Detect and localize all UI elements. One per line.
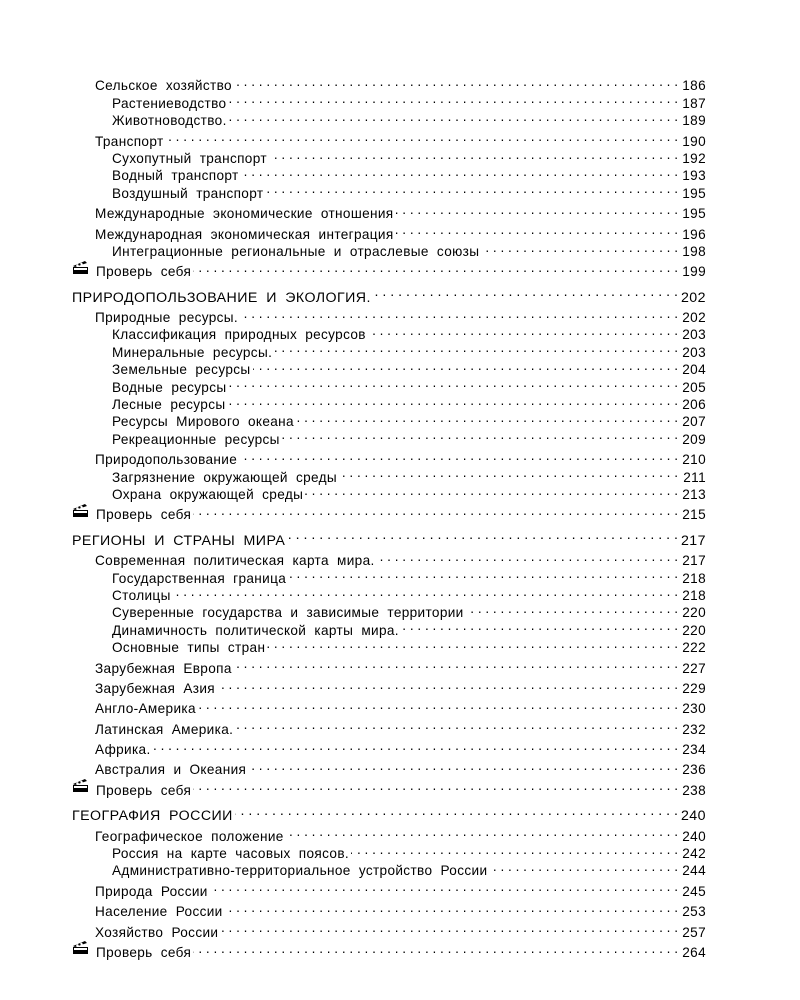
toc-page-number: 209 — [682, 431, 706, 447]
toc-entry-title: Интеграционные региональные и отраслевые союзы — [112, 243, 480, 259]
toc-entry-title: Животноводство. — [112, 113, 227, 129]
toc-entry-title: Современная политическая карта мира. — [95, 553, 375, 569]
dot-leader — [377, 548, 678, 565]
dot-leader — [193, 940, 678, 957]
toc-entry-title: Воздушный транспорт — [112, 185, 264, 201]
toc-page-number: 203 — [682, 344, 706, 360]
toc-entry-title: Африка. — [95, 742, 151, 758]
toc-page-number: 238 — [682, 782, 706, 798]
toc-page-number: 196 — [682, 226, 706, 242]
toc-page-number: 264 — [682, 944, 706, 960]
dot-leader — [305, 482, 678, 499]
toc-entry — [72, 899, 706, 920]
toc-page-number: 257 — [682, 924, 706, 940]
dot-leader — [253, 357, 679, 374]
toc-page-number: 232 — [682, 721, 706, 737]
dot-leader — [229, 108, 678, 125]
toc-entry-title: Природопользование — [95, 452, 238, 468]
toc-section-heading — [72, 527, 706, 549]
toc-entry-title: Административно-территориальное устройство России — [112, 863, 488, 879]
dot-leader — [153, 737, 678, 754]
toc-page-number: 195 — [682, 206, 706, 222]
dot-leader — [193, 777, 678, 794]
toc-page-number: 245 — [682, 883, 706, 899]
dot-leader — [241, 163, 678, 180]
toc-page-number: 190 — [682, 133, 706, 149]
dot-leader — [265, 180, 678, 197]
toc-entry-title: Австралия и Океания — [95, 762, 247, 778]
dot-leader — [396, 221, 678, 238]
dot-leader — [489, 858, 678, 875]
dot-leader — [173, 583, 678, 600]
toc-entry-title: ГЕОГРАФИЯ РОССИИ — [72, 808, 233, 825]
dot-leader — [466, 600, 678, 617]
toc-page-number: 229 — [682, 680, 706, 696]
toc-entry — [72, 73, 706, 94]
toc-entry-title: РЕГИОНЫ И СТРАНЫ МИРА — [72, 532, 286, 549]
dot-leader — [234, 73, 678, 90]
dot-leader — [282, 426, 678, 443]
dot-leader — [228, 374, 678, 391]
dot-leader — [401, 617, 678, 634]
dot-leader — [240, 305, 678, 322]
toc-entry-title: Международные экономические отношения — [95, 206, 394, 222]
table-of-contents — [72, 73, 706, 960]
toc-entry-title: Водные ресурсы — [112, 379, 227, 395]
toc-entry-title: Ресурсы Мирового океана — [112, 414, 294, 430]
pencil-notepad-icon — [72, 941, 90, 955]
toc-check-yourself — [72, 940, 706, 960]
toc-entry-title: Латинская Америка. — [95, 721, 234, 737]
toc-entry — [72, 878, 706, 899]
toc-check-yourself — [72, 502, 706, 523]
toc-entry-title: Население России — [95, 904, 223, 920]
toc-entry-title: Лесные ресурсы — [112, 397, 226, 413]
toc-page-number: 222 — [682, 640, 706, 656]
dot-leader — [193, 259, 678, 276]
toc-entry — [72, 737, 706, 758]
dot-leader — [396, 201, 679, 218]
toc-entry-title: Суверенные государства и зависимые территории — [112, 605, 464, 621]
toc-page-number: 210 — [682, 452, 706, 468]
toc-entry-title: Природа России — [95, 883, 208, 899]
toc-page-number: 230 — [682, 701, 706, 717]
toc-entry-title: Международная экономическая интеграция — [95, 226, 394, 242]
toc-entry — [72, 655, 706, 676]
toc-entry-title: Динамичность политической карты мира. — [112, 622, 399, 638]
dot-leader — [198, 696, 678, 713]
toc-entry-title: Зарубежная Европа — [95, 660, 232, 676]
toc-entry-title: Сельское хозяйство — [95, 78, 232, 94]
toc-entry — [72, 823, 706, 844]
dot-leader — [296, 409, 678, 426]
toc-entry-title: Зарубежная Азия — [95, 680, 215, 696]
toc-page-number: 186 — [682, 78, 706, 94]
toc-page-number: 220 — [682, 622, 706, 638]
dot-leader — [286, 823, 678, 840]
dot-leader — [287, 527, 678, 544]
dot-leader — [339, 464, 678, 481]
toc-entry-title: Столицы — [112, 587, 171, 603]
dot-leader — [274, 339, 678, 356]
toc-entry — [72, 716, 706, 737]
toc-page-number: 199 — [682, 264, 706, 280]
toc-page-number: 240 — [680, 808, 706, 825]
toc-page-number: 218 — [682, 587, 706, 603]
dot-leader — [373, 284, 678, 301]
toc-entry-title: Охрана окружающей среды — [112, 486, 304, 502]
toc-entry-title: ПРИРОДОПОЛЬЗОВАНИЕ И ЭКОЛОГИЯ. — [72, 289, 371, 306]
toc-page-number: 195 — [682, 185, 706, 201]
toc-entry-title: Хозяйство России — [95, 924, 219, 940]
dot-leader — [166, 128, 678, 145]
toc-entry-title: Сухопутный транспорт — [112, 150, 267, 166]
toc-entry — [72, 221, 706, 242]
toc-entry — [72, 696, 706, 717]
toc-check-yourself — [72, 777, 706, 798]
toc-page-number: 205 — [682, 379, 706, 395]
toc-section-heading — [72, 284, 706, 306]
toc-entry — [72, 757, 706, 778]
dot-leader — [239, 447, 678, 464]
toc-entry-title: Основные типы стран — [112, 640, 266, 656]
toc-page-number: 220 — [682, 605, 706, 621]
dot-leader — [217, 676, 678, 693]
toc-page-number: 244 — [682, 863, 706, 879]
toc-page-number: 242 — [682, 846, 706, 862]
toc-entry-title: Географическое положение — [95, 828, 284, 844]
pencil-notepad-icon — [72, 504, 90, 518]
toc-page-number: 192 — [682, 150, 706, 166]
toc-entry-title: Государственная граница — [112, 570, 287, 586]
toc-page-number: 217 — [680, 532, 706, 549]
toc-page-number: 253 — [682, 904, 706, 920]
dot-leader — [269, 146, 678, 163]
toc-page-number: 202 — [682, 310, 706, 326]
toc-check-yourself — [72, 259, 706, 280]
toc-page-number: 204 — [682, 362, 706, 378]
toc-page-number: 218 — [682, 570, 706, 586]
toc-page-number: 203 — [682, 327, 706, 343]
dot-leader — [210, 878, 678, 895]
toc-page-number: 198 — [682, 243, 706, 259]
toc-page-number: 234 — [682, 742, 706, 758]
toc-page-number: 189 — [682, 113, 706, 129]
toc-entry-title: Проверь себя — [96, 782, 192, 798]
dot-leader — [267, 635, 678, 652]
toc-entry-title: Англо-Америка — [95, 701, 196, 717]
toc-page-number: 202 — [680, 289, 706, 306]
toc-entry — [72, 548, 706, 569]
toc-entry-title: Проверь себя — [96, 944, 192, 960]
pencil-notepad-icon — [72, 779, 90, 793]
dot-leader — [235, 716, 678, 733]
pencil-notepad-icon — [72, 261, 90, 275]
toc-entry-title: Минеральные ресурсы. — [112, 344, 273, 360]
dot-leader — [228, 90, 678, 107]
toc-page-number: 236 — [682, 762, 706, 778]
toc-page-number: 240 — [682, 828, 706, 844]
toc-page-number: 207 — [682, 414, 706, 430]
toc-entry — [72, 305, 706, 326]
toc-entry-title: Водный транспорт — [112, 168, 239, 184]
toc-section-heading — [72, 803, 706, 825]
toc-entry-title: Проверь себя — [96, 264, 192, 280]
dot-leader — [481, 239, 678, 256]
toc-entry-title: Природные ресурсы. — [95, 310, 239, 326]
toc-entry-title: Проверь себя — [96, 507, 192, 523]
dot-leader — [234, 655, 678, 672]
dot-leader — [225, 899, 678, 916]
dot-leader — [248, 757, 678, 774]
toc-page-number: 215 — [682, 507, 706, 523]
toc-entry — [72, 676, 706, 696]
dot-leader — [351, 841, 678, 858]
dot-leader — [227, 392, 678, 409]
toc-entry — [72, 447, 706, 468]
toc-page-number: 206 — [682, 397, 706, 413]
dot-leader — [288, 565, 678, 582]
toc-page-number: 213 — [682, 486, 706, 502]
toc-page-number: 193 — [682, 168, 706, 184]
toc-entry-title: Земельные ресурсы — [112, 362, 251, 378]
dot-leader — [368, 322, 678, 339]
dot-leader — [220, 919, 678, 936]
toc-entry-title: Транспорт — [95, 133, 164, 149]
toc-subentry — [72, 146, 706, 166]
toc-page-number: 187 — [682, 95, 706, 111]
toc-entry-title: Россия на карте часовых поясов. — [112, 846, 350, 862]
toc-page-number: 227 — [682, 660, 706, 676]
toc-entry-title: Рекреационные ресурсы — [112, 431, 280, 447]
toc-entry — [72, 201, 706, 222]
toc-entry-title: Растениеводство — [112, 95, 227, 111]
dot-leader — [235, 803, 678, 820]
toc-entry — [72, 919, 706, 940]
toc-page-number: 211 — [683, 469, 706, 485]
toc-entry-title: Классификация природных ресурсов — [112, 327, 366, 343]
toc-page-number: 217 — [682, 553, 706, 569]
toc-entry-title: Загрязнение окружающей среды — [112, 469, 338, 485]
dot-leader — [193, 502, 678, 519]
toc-entry — [72, 128, 706, 149]
